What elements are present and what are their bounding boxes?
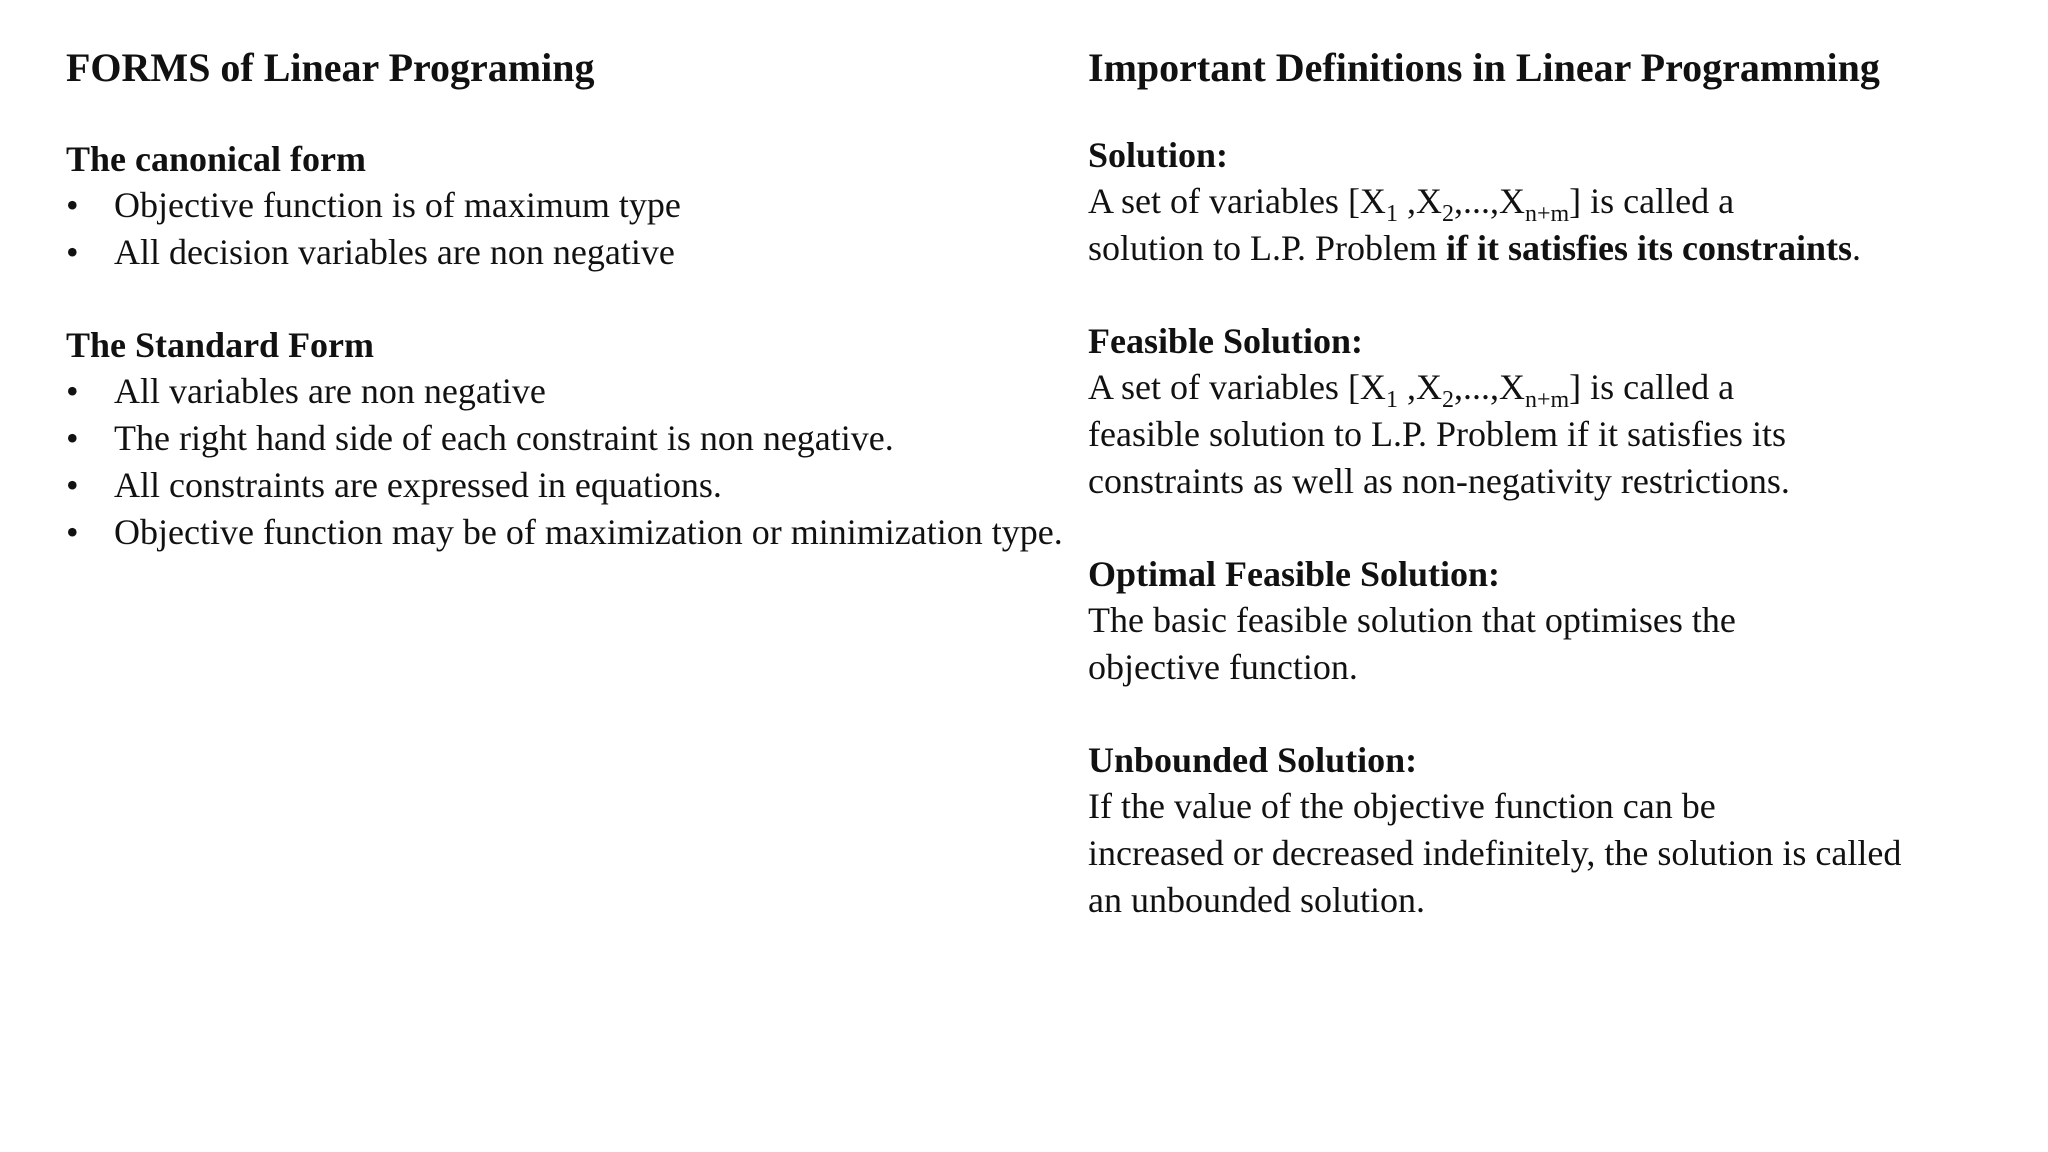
solution-title: Solution: bbox=[1088, 135, 1229, 175]
solution-prefix: A set of variables bbox=[1088, 181, 1348, 221]
bullet-icon: • bbox=[66, 371, 79, 411]
optimal-solution-title: Optimal Feasible Solution: bbox=[1088, 554, 1501, 594]
right-column bbox=[1088, 40, 1988, 924]
list-item bbox=[66, 182, 1076, 229]
unbounded-line-2: increased or decreased indefinitely, the solution is called bbox=[1088, 833, 1902, 873]
list-item-text: The right hand side of each constraint is non negative. bbox=[114, 418, 894, 458]
optimal-line-1: The basic feasible solution that optimises the bbox=[1088, 600, 1736, 640]
canonical-form-list bbox=[66, 182, 1076, 276]
list-item bbox=[66, 462, 1076, 509]
feasible-line-3: constraints as well as non-negativity restrictions. bbox=[1088, 461, 1790, 501]
feasible-line-1: A set of variables [$X_1$ $,X_2,...,X_{n+m}$] is called a bbox=[1088, 367, 1735, 413]
canonical-form-title: The canonical form bbox=[66, 139, 366, 179]
list-item bbox=[66, 229, 1076, 276]
bullet-icon: • bbox=[66, 185, 79, 225]
feasible-solution-title: Feasible Solution: bbox=[1088, 321, 1364, 361]
unbounded-solution-definition bbox=[1088, 737, 1988, 924]
variables-expression: [$X_1$ $,X_2,...,X_{n+m}$] bbox=[1347, 367, 1582, 413]
canonical-form-section bbox=[66, 136, 1076, 276]
optimal-line-2: objective function. bbox=[1088, 647, 1358, 687]
bullet-icon: • bbox=[66, 418, 79, 458]
list-item-text: Objective function is of maximum type bbox=[114, 185, 681, 225]
optimal-solution-definition bbox=[1088, 551, 1988, 691]
feasible-solution-definition bbox=[1088, 318, 1988, 505]
standard-form-title: The Standard Form bbox=[66, 325, 375, 365]
solution-suffix: is called a bbox=[1581, 181, 1735, 221]
list-item-text: Objective function may be of maximization or minimization type. bbox=[114, 512, 1063, 552]
standard-form-section bbox=[66, 322, 1076, 556]
list-item-text: All constraints are expressed in equations. bbox=[114, 465, 722, 505]
list-item bbox=[66, 415, 1076, 462]
standard-form-list bbox=[66, 368, 1076, 556]
unbounded-line-3: an unbounded solution. bbox=[1088, 880, 1425, 920]
solution-line-2: solution to L.P. Problem if it satisfies its constraints. bbox=[1088, 228, 1861, 268]
feasible-line-2: feasible solution to L.P. Problem if it satisfies its bbox=[1088, 414, 1786, 454]
bullet-icon: • bbox=[66, 512, 79, 552]
unbounded-line-1: If the value of the objective function can be bbox=[1088, 786, 1716, 826]
bullet-icon: • bbox=[66, 465, 79, 505]
solution-definition bbox=[1088, 132, 1988, 272]
unbounded-solution-title: Unbounded Solution: bbox=[1088, 740, 1418, 780]
solution-emphasis: if it satisfies its constraints bbox=[1446, 228, 1852, 268]
list-item-text: All variables are non negative bbox=[114, 371, 546, 411]
forms-heading: FORMS of Linear Programing bbox=[66, 45, 595, 90]
definitions-heading: Important Definitions in Linear Programming bbox=[1088, 45, 1880, 90]
left-column bbox=[66, 40, 1076, 556]
bullet-icon: • bbox=[66, 232, 79, 272]
list-item bbox=[66, 509, 1076, 556]
list-item-text: All decision variables are non negative bbox=[114, 232, 675, 272]
list-item bbox=[66, 368, 1076, 415]
solution-line-1 bbox=[1088, 178, 1988, 225]
variables-expression: [$X_1$ $,X_2,...,X_{n+m}$] bbox=[1347, 181, 1582, 227]
